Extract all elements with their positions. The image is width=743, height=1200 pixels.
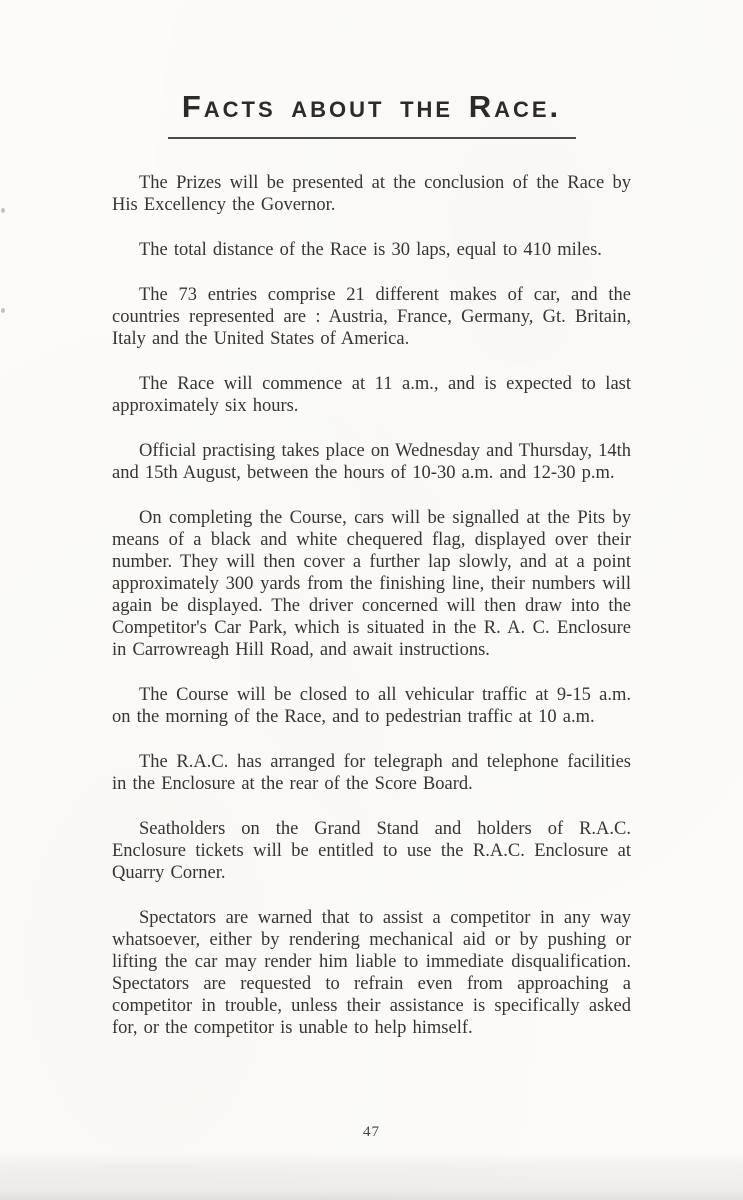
paragraph-seatholders: Seatholders on the Grand Stand and holders of R.A.C. Enclosure tickets will be entitled to use the R.A.C. Enclosure at Quarry Corner. [112,819,631,884]
paragraph-start-time: The Race will commence at 11 a.m., and is expected to last approximately six hours. [112,374,631,417]
scan-speck [1,208,5,213]
document-body [112,172,631,1039]
paragraph-prizes: The Prizes will be presented at the conclusion of the Race by His Excellency the Governor. [112,173,631,216]
paragraph-finish-procedure: On completing the Course, cars will be signalled at the Pits by means of a black and white chequered flag, displayed over their number. They will then cover a further lap slowly, and at a point approximately 300 yards from the finishing line, their numbers will again be displayed. The driver concerned will then draw into the Competitor's Car Park, which is situated in the R. A. C. Enclosure in Carrowreagh Hill Road, and await instructions. [112,508,631,661]
paragraph-distance: The total distance of the Race is 30 laps, equal to 410 miles. [139,240,602,261]
paragraph-entries: The 73 entries comprise 21 different makes of car, and the countries represented are : Austria, France, Germany, Gt. Britain, Italy and the United States of America. [112,285,631,350]
page-number: 47 [363,1124,380,1140]
scan-edge-shadow [0,1152,743,1200]
paragraph-practising: Official practising takes place on Wednesday and Thursday, 14th and 15th August, between the hours of 10-30 a.m. and 12-30 p.m. [112,441,631,484]
title-block [0,90,743,139]
paragraph-spectator-warning: Spectators are warned that to assist a competitor in any way whatsoever, either by rendering mechanical aid or by pushing or lifting the car may render him liable to immediate disqualification. Spectators are requested to refrain even from approaching a competitor in trouble, unless their assistance is specifically asked for, or the competitor is unable to help himself. [112,908,631,1039]
title-underline [168,137,576,139]
scan-speck [1,308,5,313]
paragraph-course-closure: The Course will be closed to all vehicular traffic at 9-15 a.m. on the morning of the Race, and to pedestrian traffic at 10 a.m. [112,685,631,728]
paragraph-telegraph: The R.A.C. has arranged for telegraph and telephone facilities in the Enclosure at the rear of the Score Board. [112,752,631,795]
page-title: Facts about the Race. [181,89,562,124]
